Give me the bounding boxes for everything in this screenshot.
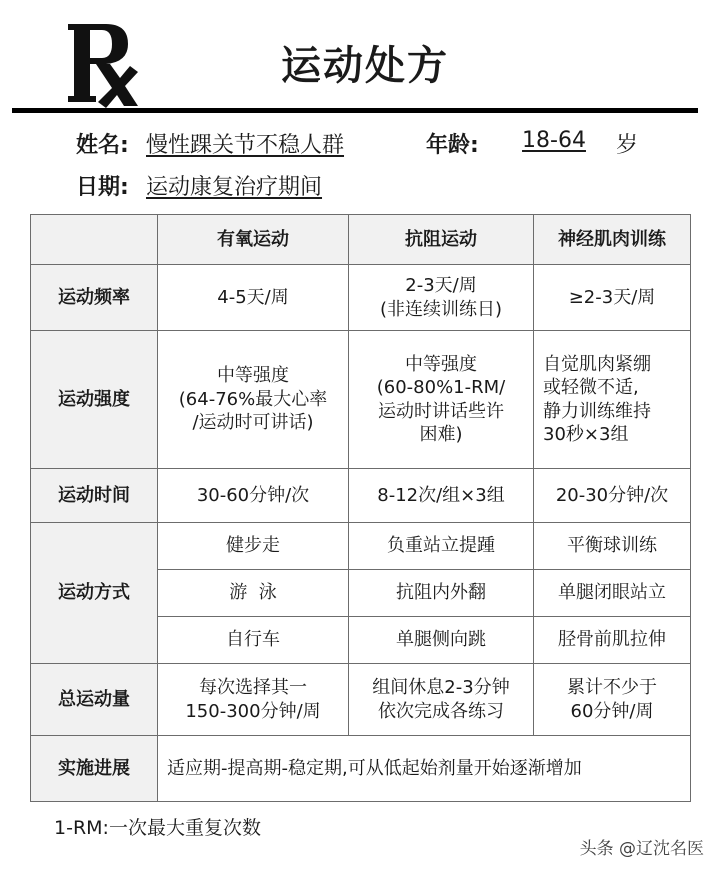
name-label: 姓名: [76, 133, 129, 158]
volume-aerobic: 每次选择其一 150-300分钟/周 [158, 664, 349, 736]
frequency-resistance: 2-3天/周 (非连续训练日) [349, 265, 534, 331]
age-value: 18-64 [522, 128, 586, 153]
volume-resistance: 组间休息2-3分钟 依次完成各练习 [349, 664, 534, 736]
mode-aerobic-3: 自行车 [158, 617, 349, 664]
intensity-resistance: 中等强度 (60-80%1-RM/ 运动时讲话些许 困难) [349, 331, 534, 469]
frequency-neuromuscular: ≥2-3天/周 [534, 265, 691, 331]
header-neuromuscular: 神经肌肉训练 [534, 215, 691, 265]
mode-resistance-2: 抗阻内外翻 [349, 570, 534, 617]
row-label-volume: 总运动量 [31, 664, 158, 736]
frequency-aerobic: 4-5天/周 [158, 265, 349, 331]
age-unit: 岁 [616, 133, 639, 158]
footnote: 1-RM:一次最大重复次数 [54, 817, 261, 839]
mode-resistance-1: 负重站立提踵 [349, 523, 534, 570]
table-header-row [31, 215, 691, 265]
header-aerobic: 有氧运动 [158, 215, 349, 265]
intensity-neuromuscular: 自觉肌肉紧绷 或轻微不适, 静力训练维持 30秒×3组 [534, 331, 691, 469]
mode-resistance-3: 单腿侧向跳 [349, 617, 534, 664]
row-label-frequency: 运动频率 [31, 265, 158, 331]
table-row-frequency [31, 265, 691, 331]
table-row-mode-1 [31, 523, 691, 570]
mode-neuromuscular-3: 胫骨前肌拉伸 [534, 617, 691, 664]
time-neuromuscular: 20-30分钟/次 [534, 469, 691, 523]
prescription-table [30, 214, 691, 802]
row-label-time: 运动时间 [31, 469, 158, 523]
table-row-intensity [31, 331, 691, 469]
table-row-volume [31, 664, 691, 736]
progression-text: 适应期-提高期-稳定期,可从低起始剂量开始逐渐增加 [158, 736, 691, 802]
time-resistance: 8-12次/组×3组 [349, 469, 534, 523]
time-aerobic: 30-60分钟/次 [158, 469, 349, 523]
header-divider [12, 108, 698, 113]
mode-aerobic-2: 游 泳 [158, 570, 349, 617]
page-title: 运动处方 [281, 43, 449, 89]
intensity-aerobic: 中等强度 (64-76%最大心率 /运动时可讲话) [158, 331, 349, 469]
header-resistance: 抗阻运动 [349, 215, 534, 265]
table-row-time [31, 469, 691, 523]
mode-aerobic-1: 健步走 [158, 523, 349, 570]
watermark: 头条 @辽沈名医 [579, 839, 704, 859]
row-label-intensity: 运动强度 [31, 331, 158, 469]
mode-neuromuscular-2: 单腿闭眼站立 [534, 570, 691, 617]
volume-neuromuscular: 累计不少于 60分钟/周 [534, 664, 691, 736]
date-label: 日期: [76, 175, 129, 200]
age-label: 年龄: [426, 133, 479, 158]
row-label-progression: 实施进展 [31, 736, 158, 802]
mode-neuromuscular-1: 平衡球训练 [534, 523, 691, 570]
name-value: 慢性踝关节不稳人群 [146, 133, 345, 158]
header-cell-empty [31, 215, 158, 265]
table-row-progression [31, 736, 691, 802]
date-value: 运动康复治疗期间 [146, 175, 323, 200]
row-label-mode: 运动方式 [31, 523, 158, 664]
